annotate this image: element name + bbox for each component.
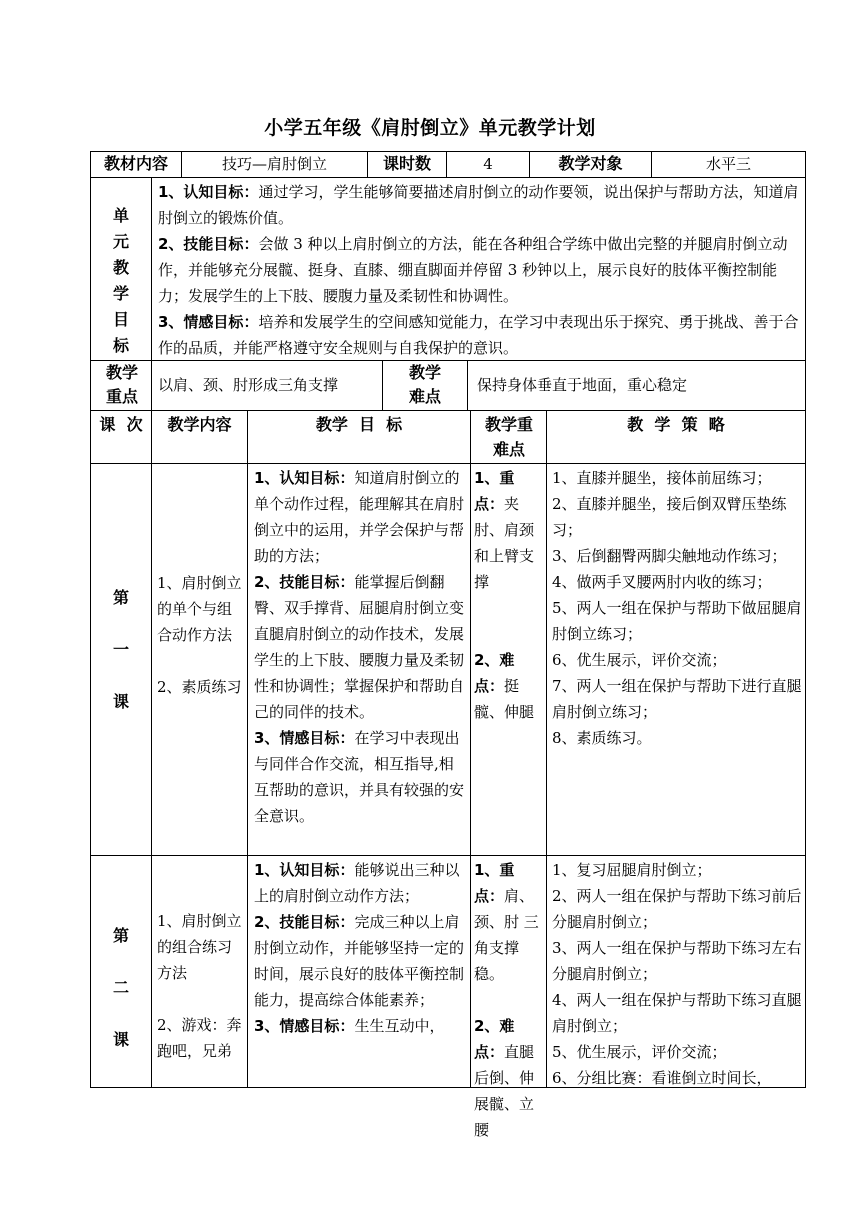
difficulty-value: 保持身体垂直于地面，重心稳定 [477,376,688,394]
target-label: 教学对象 [558,154,623,173]
lesson-1-content: 1、肩肘倒立的单个与组合动作方法 2、素质练习 [157,574,242,696]
content-value: 技巧—肩肘倒立 [221,155,327,173]
header-keys: 教学重难点 [485,415,534,459]
lesson-1-name: 第 一 课 [112,588,129,711]
header-lesson: 课 次 [99,415,143,434]
lesson-2-strategy: 1、复习屈腿肩肘倒立； 2、两人一组在保护与帮助下练习前后分腿肩肘倒立； 3、两人一组在保护与帮助下练习左右分腿肩肘倒立； 4、两人一组在保护与帮助下练习直腿肩肘倒立； 5、优生展示，评价交流； 6、分组比赛：看谁倒立时间长， [552,861,802,1087]
key-point-label: 教学重点 [105,363,138,406]
lesson-1-keys: 1、重点：夹肘、肩颈和上臂支撑 2、难点：挺髋、伸腿 [474,469,535,721]
lesson-1-goals: 1、认知目标：知道肩肘倒立的单个动作过程，能理解其在肩肘倒立中的运用，并学会保护与帮助的方法； 2、技能目标：能掌握后倒翻臀、双手撑背、屈腿肩肘倒立变直腿肩肘倒立的动作技术，发展学生的上下肢、腰腹力量及柔韧性和协调性；掌握保护和帮助自己的同伴的技术。 3、情感目标：在学习中表现出与同伴合作交流，相互指导,相互帮助的意识，并具有较强的安全意识。 [254,469,465,825]
unit-goals-text [158,179,802,359]
lesson-1-strategy: 1、直膝并腿坐，接体前屈练习； 2、直膝并腿坐，接后倒双臂压垫练习； 3、后倒翻臀两脚尖触地动作练习； 4、做两手叉腰两肘内收的练习； 5、两人一组在保护与帮助下做屈腿肩肘倒立练习； 6、优生展示，评价交流； 7、两人一组在保护与帮助下进行直腿肩肘倒立练习； 8、素质练习。 [552,469,802,747]
header-content: 教学内容 [167,415,232,434]
header-strategy: 教 学 策 略 [627,415,725,434]
unit-goal-skill: 2、技能目标：会做 3 种以上肩肘倒立的方法，能在各种组合学练中做出完整的并腿肩肘倒立动作，并能够充分展髋、挺身、直膝、绷直脚面并停留 3 秒钟以上，展示良好的肢体平衡控制能力；发展学生的上下肢、腰腹力量及柔韧性和协调性。 [158,235,788,305]
unit-goal-emotion: 3、情感目标：培养和发展学生的空间感知觉能力，在学习中表现出乐于探究、勇于挑战、善于合作的品质，并能严格遵守安全规则与自我保护的意识。 [158,313,799,357]
page-title: 小学五年级《肩肘倒立》单元教学计划 [264,117,596,139]
difficulty-label: 教学难点 [408,363,441,406]
key-point-value: 以肩、颈、肘形成三角支撑 [158,376,339,394]
lesson-2-content: 1、肩肘倒立的组合练习方法 2、游戏：奔跑吧，兄弟 [157,912,242,1060]
unit-goals-label: 单 元 教 学 目 标 [112,206,129,355]
lesson-2-name: 第 二 课 [112,926,129,1049]
target-value: 水平三 [705,155,751,173]
hours-value: 4 [483,155,493,173]
header-goals: 教学 目 标 [315,415,403,434]
lesson-2-keys: 1、重点：肩、颈、肘 三 角支撑稳。 2、难点：直腿后倒、伸展髋、立腰 [474,861,539,1139]
content-label: 教材内容 [103,154,168,173]
hours-label: 课时数 [382,154,431,173]
lesson-2-goals: 1、认知目标：能够说出三种以上的肩肘倒立动作方法； 2、技能目标：完成三种以上肩肘倒立动作，并能够坚持一定的时间，展示良好的肢体平衡控制能力，提高综合体能素养； 3、情感目标：生生互动中， [254,861,465,1035]
unit-goal-cognitive: 1、认知目标：通过学习，学生能够简要描述肩肘倒立的动作要领，说出保护与帮助方法，知道肩肘倒立的锻炼价值。 [158,183,799,227]
